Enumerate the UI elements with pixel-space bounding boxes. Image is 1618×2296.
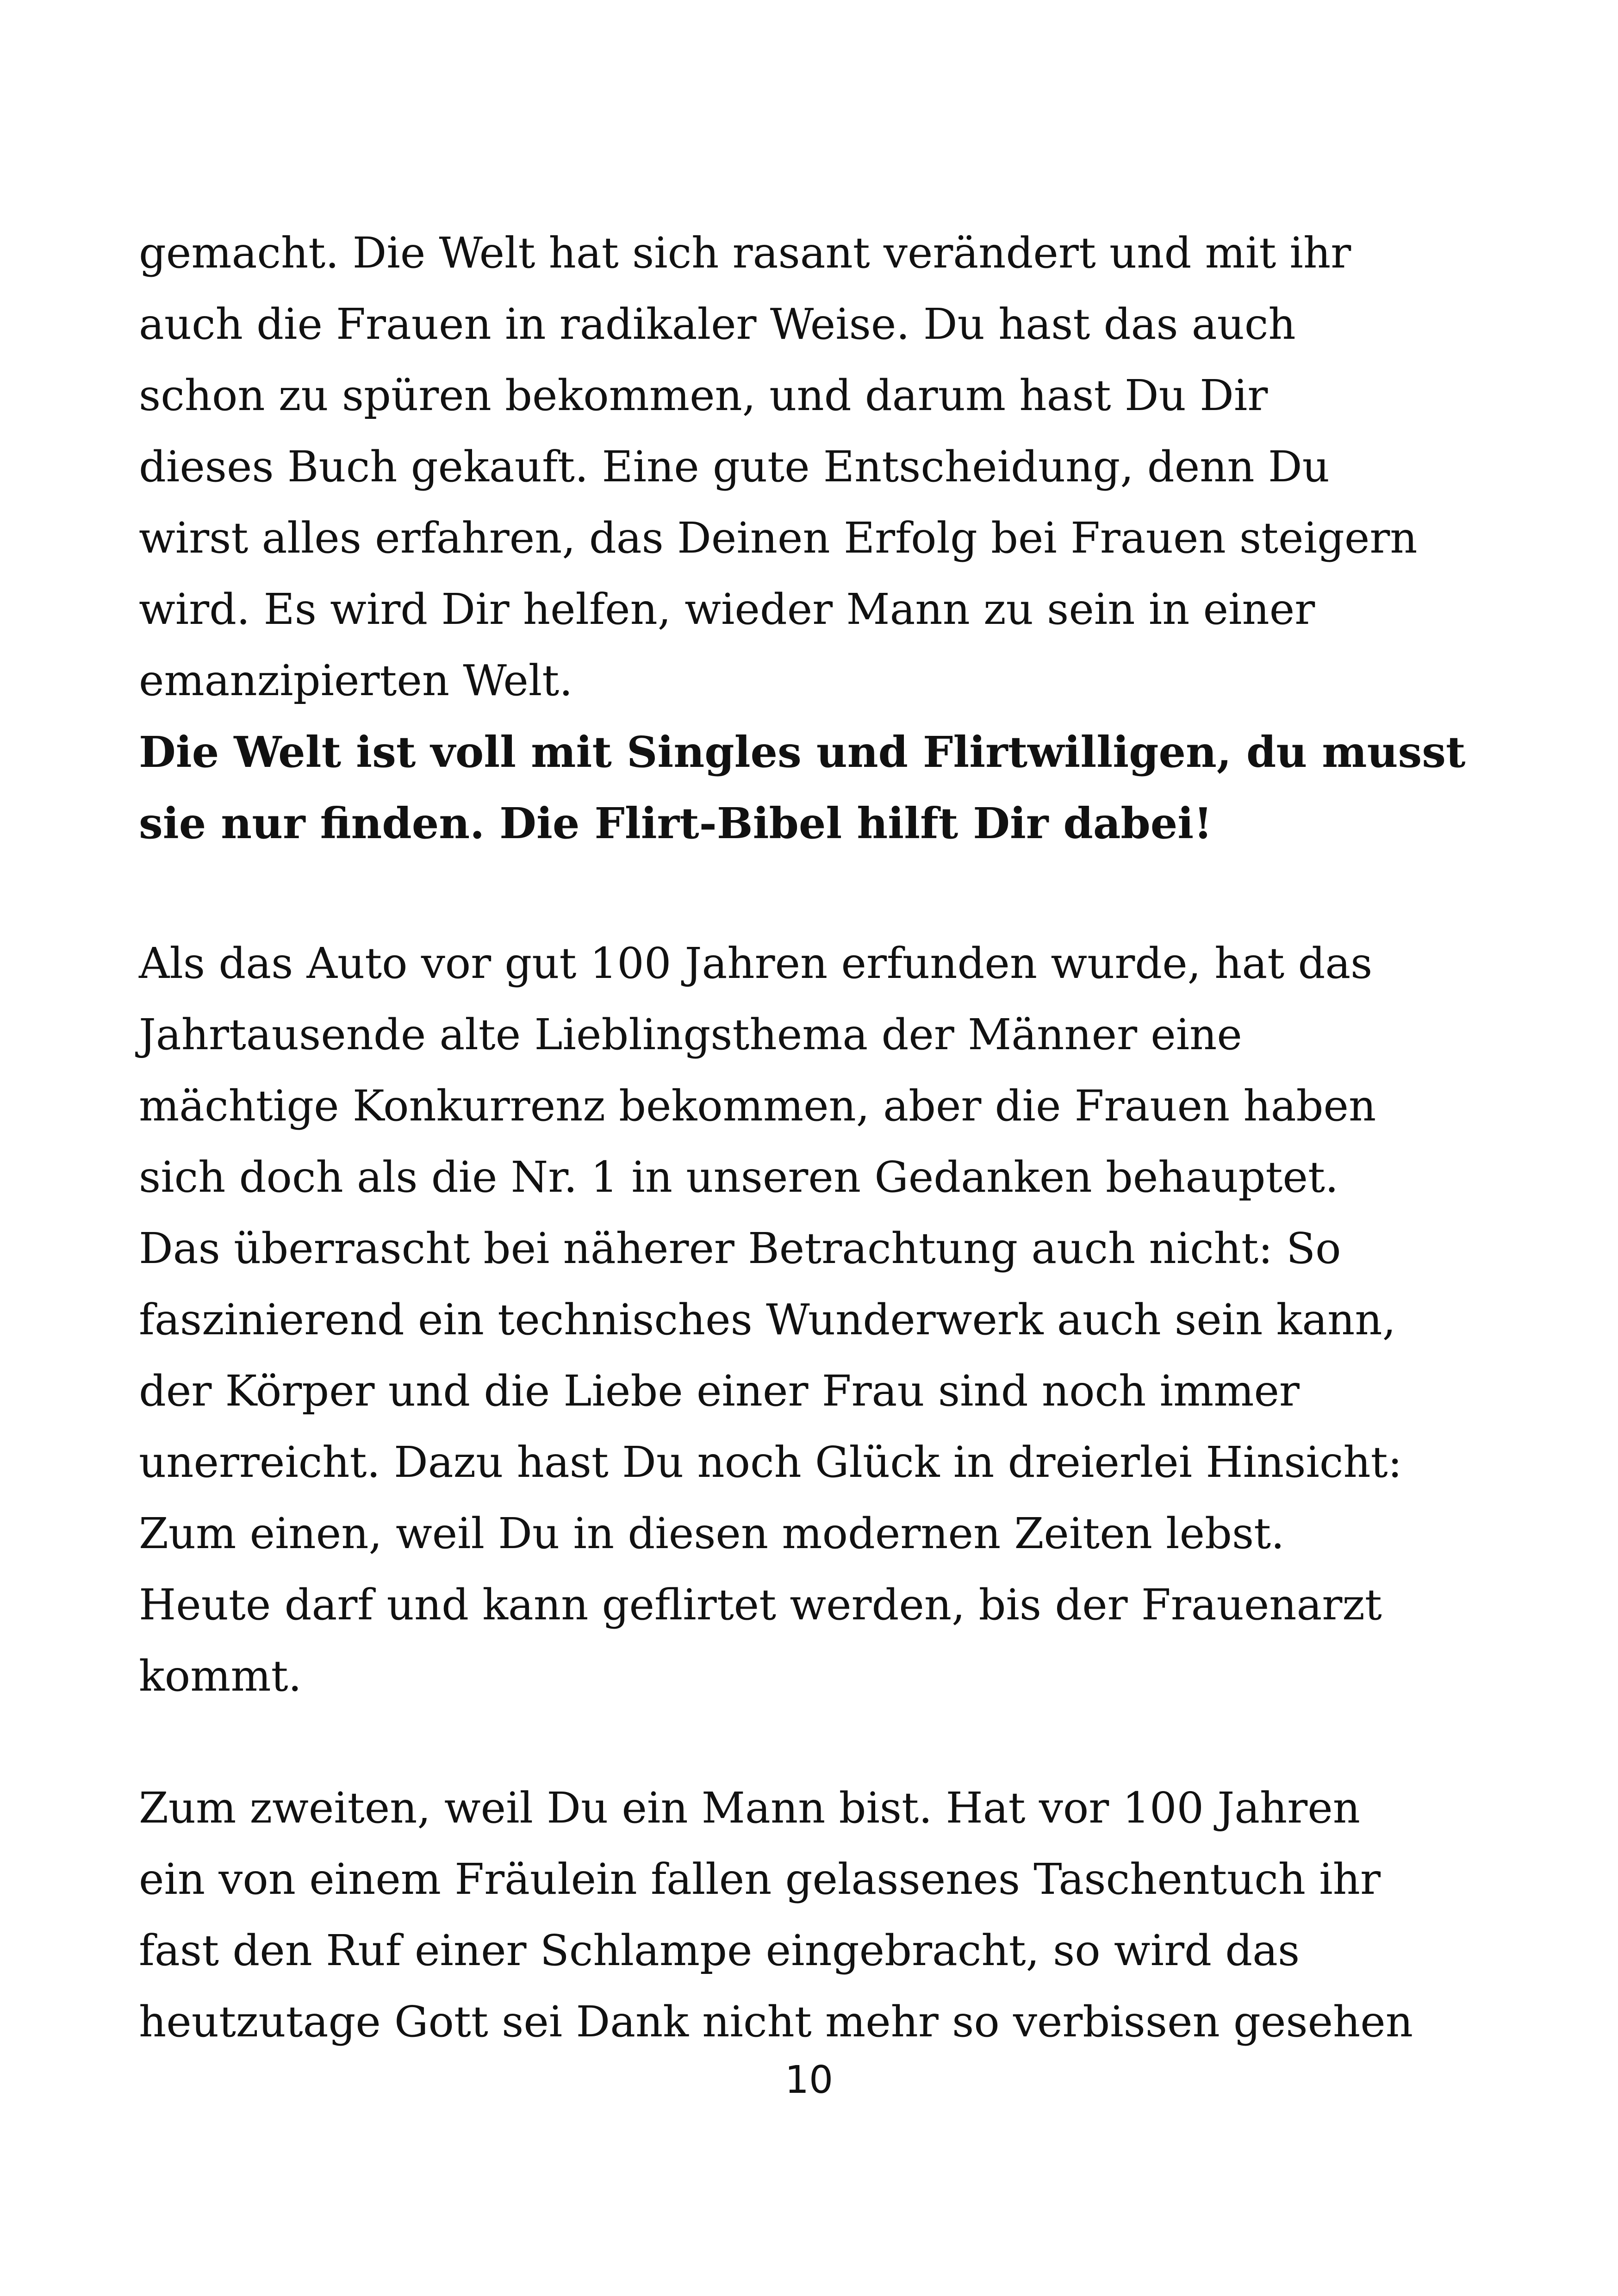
text-line: Jahrtausende alte Lieblingsthema der Männer eine xyxy=(139,1010,1242,1059)
text-line: emanzipierten Welt. xyxy=(139,656,573,705)
text-line: schon zu spüren bekommen, und darum hast Du Dir xyxy=(139,371,1268,420)
text-line: wirst alles erfahren, das Deinen Erfolg bei Frauen steigern xyxy=(139,513,1418,563)
paragraph-second-reason xyxy=(139,1773,1509,2058)
text-line: auch die Frauen in radikaler Weise. Du hast das auch xyxy=(139,299,1296,349)
text-line: ein von einem Fräulein fallen gelassenes Taschentuch ihr xyxy=(139,1854,1381,1904)
text-line: Zum einen, weil Du in diesen modernen Zeiten lebst. xyxy=(139,1509,1285,1558)
page-number: 10 xyxy=(784,2058,834,2102)
text-line: sich doch als die Nr. 1 in unseren Gedanken behauptet. xyxy=(139,1152,1339,1202)
text-line: faszinierend ein technisches Wunderwerk auch sein kann, xyxy=(139,1295,1396,1344)
paragraph-intro xyxy=(139,218,1509,859)
text-line: Heute darf und kann geflirtet werden, bis der Frauenarzt xyxy=(139,1580,1382,1630)
text-line: Das überrascht bei näherer Betrachtung auch nicht: So xyxy=(139,1224,1341,1273)
text-line: mächtige Konkurrenz bekommen, aber die Frauen haben xyxy=(139,1081,1376,1131)
text-line: Als das Auto vor gut 100 Jahren erfunden wurde, hat das xyxy=(139,939,1373,988)
text-line: fast den Ruf einer Schlampe eingebracht, so wird das xyxy=(139,1926,1300,1975)
text-line: Zum zweiten, weil Du ein Mann bist. Hat vor 100 Jahren xyxy=(139,1783,1360,1833)
paragraph-auto xyxy=(139,928,1509,1712)
text-line: kommt. xyxy=(139,1651,302,1701)
text-line: gemacht. Die Welt hat sich rasant verändert und mit ihr xyxy=(139,228,1351,278)
text-line: dieses Buch gekauft. Eine gute Entscheidung, denn Du xyxy=(139,442,1330,492)
text-line: wird. Es wird Dir helfen, wieder Mann zu sein in einer xyxy=(139,585,1315,634)
text-line: heutzutage Gott sei Dank nicht mehr so verbissen gesehen xyxy=(139,1997,1413,2047)
text-line: unerreicht. Dazu hast Du noch Glück in dreierlei Hinsicht: xyxy=(139,1437,1402,1487)
bold-statement-line: Die Welt ist voll mit Singles und Flirtwilligen, du musst xyxy=(139,727,1466,777)
text-line: der Körper und die Liebe einer Frau sind noch immer xyxy=(139,1366,1300,1416)
bold-statement-line: sie nur finden. Die Flirt-Bibel hilft Dir dabei! xyxy=(139,798,1213,848)
